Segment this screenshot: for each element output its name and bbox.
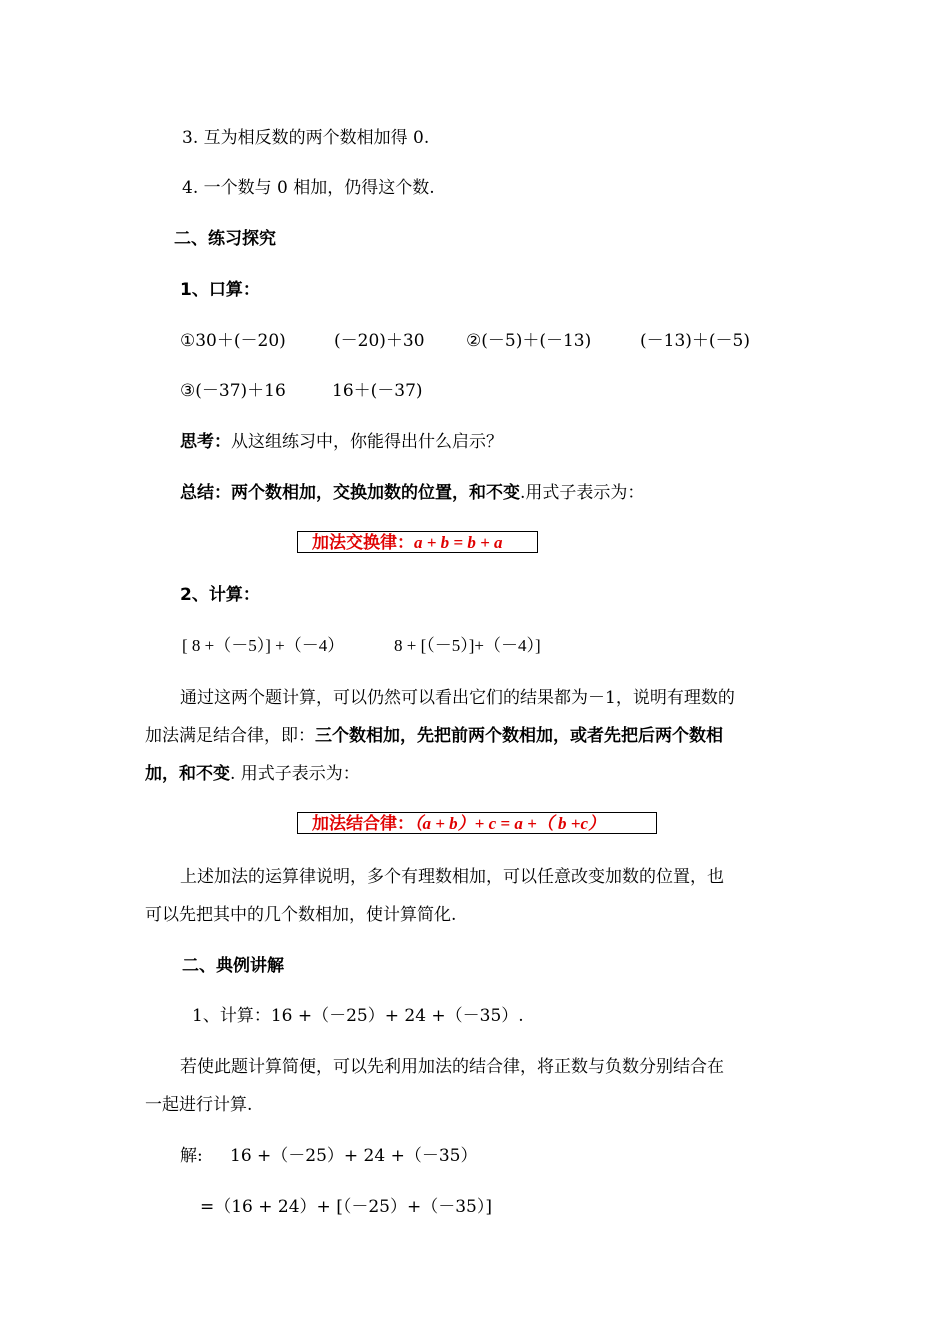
para1-line3	[145, 763, 360, 785]
oral-expr: ③(－37)＋16	[180, 381, 286, 401]
calc-expressions	[182, 635, 541, 657]
calc-expr-1: [ 8 +（－5）] +（－4）	[182, 636, 345, 655]
commutative-law-name: 加法交换律：	[312, 533, 414, 553]
example-1: 1、计算：16 +（－25）+ 24 +（－35）.	[192, 1006, 524, 1026]
summary-rest: .用式子表示为：	[520, 483, 645, 503]
think-line	[180, 431, 503, 453]
calc-heading: 2、计算：	[180, 585, 260, 605]
para1-line3-rest: . 用式子表示为：	[230, 764, 360, 784]
summary-label: 总结：	[180, 483, 231, 503]
solution-step-2: =（16 + 24）+ [（－25）+（－35）]	[200, 1197, 492, 1217]
example-para-line2: 一起进行计算.	[145, 1095, 253, 1115]
associative-law-name: 加法结合律：	[312, 814, 414, 834]
para2-line2: 可以先把其中的几个数相加，使计算简化.	[145, 905, 457, 925]
para1-line2-plain: 加法满足结合律，即：	[145, 726, 315, 746]
para1-line2-bold: 三个数相加，先把前两个数相加，或者先把后两个数相	[315, 726, 723, 746]
oral-expr: 16＋(－37)	[332, 381, 423, 401]
rule-item-3: 3. 互为相反数的两个数相加得 0.	[182, 128, 430, 148]
associative-law-box	[297, 812, 657, 834]
para2-line1: 上述加法的运算律说明，多个有理数相加，可以任意改变加数的位置，也	[180, 867, 724, 887]
oral-expr: (－20)＋30	[334, 331, 425, 351]
oral-row-1	[180, 330, 750, 352]
commutative-law-box	[297, 531, 538, 553]
oral-expr: ②(－5)＋(－13)	[466, 331, 592, 351]
summary-line	[180, 482, 644, 504]
para1-line1: 通过这两个题计算，可以仍然可以看出它们的结果都为－1，说明有理数的	[180, 688, 735, 708]
para1-line3-bold: 加，和不变	[145, 764, 230, 784]
summary-bold-text: 两个数相加，交换加数的位置，和不变	[231, 483, 520, 503]
section-heading-practice: 二、练习探究	[174, 229, 276, 249]
solution-label: 解:	[180, 1146, 203, 1166]
oral-calc-heading: 1、口算：	[180, 280, 260, 300]
solution-step-1	[180, 1145, 477, 1167]
example-para-line1: 若使此题计算简便，可以先利用加法的结合律，将正数与负数分别结合在	[180, 1057, 724, 1077]
commutative-law-formula: a + b = b + a	[414, 533, 503, 552]
think-text: 从这组练习中，你能得出什么启示？	[231, 432, 503, 452]
para1-line2	[145, 725, 723, 747]
oral-expr: (－13)＋(－5)	[640, 331, 750, 351]
section-heading-examples: 二、典例讲解	[182, 956, 284, 976]
rule-item-4: 4. 一个数与 0 相加，仍得这个数.	[182, 178, 435, 198]
calc-expr-2: 8 + [（－5）]+（－4）]	[394, 636, 541, 655]
associative-law-formula: （a + b）+ c = a +（ b +c）	[414, 814, 606, 833]
oral-row-2	[180, 380, 423, 402]
think-label: 思考：	[180, 432, 231, 452]
oral-expr: ①30＋(－20)	[180, 331, 286, 351]
solution-expr-1: 16 +（－25）+ 24 +（－35）	[230, 1146, 478, 1166]
